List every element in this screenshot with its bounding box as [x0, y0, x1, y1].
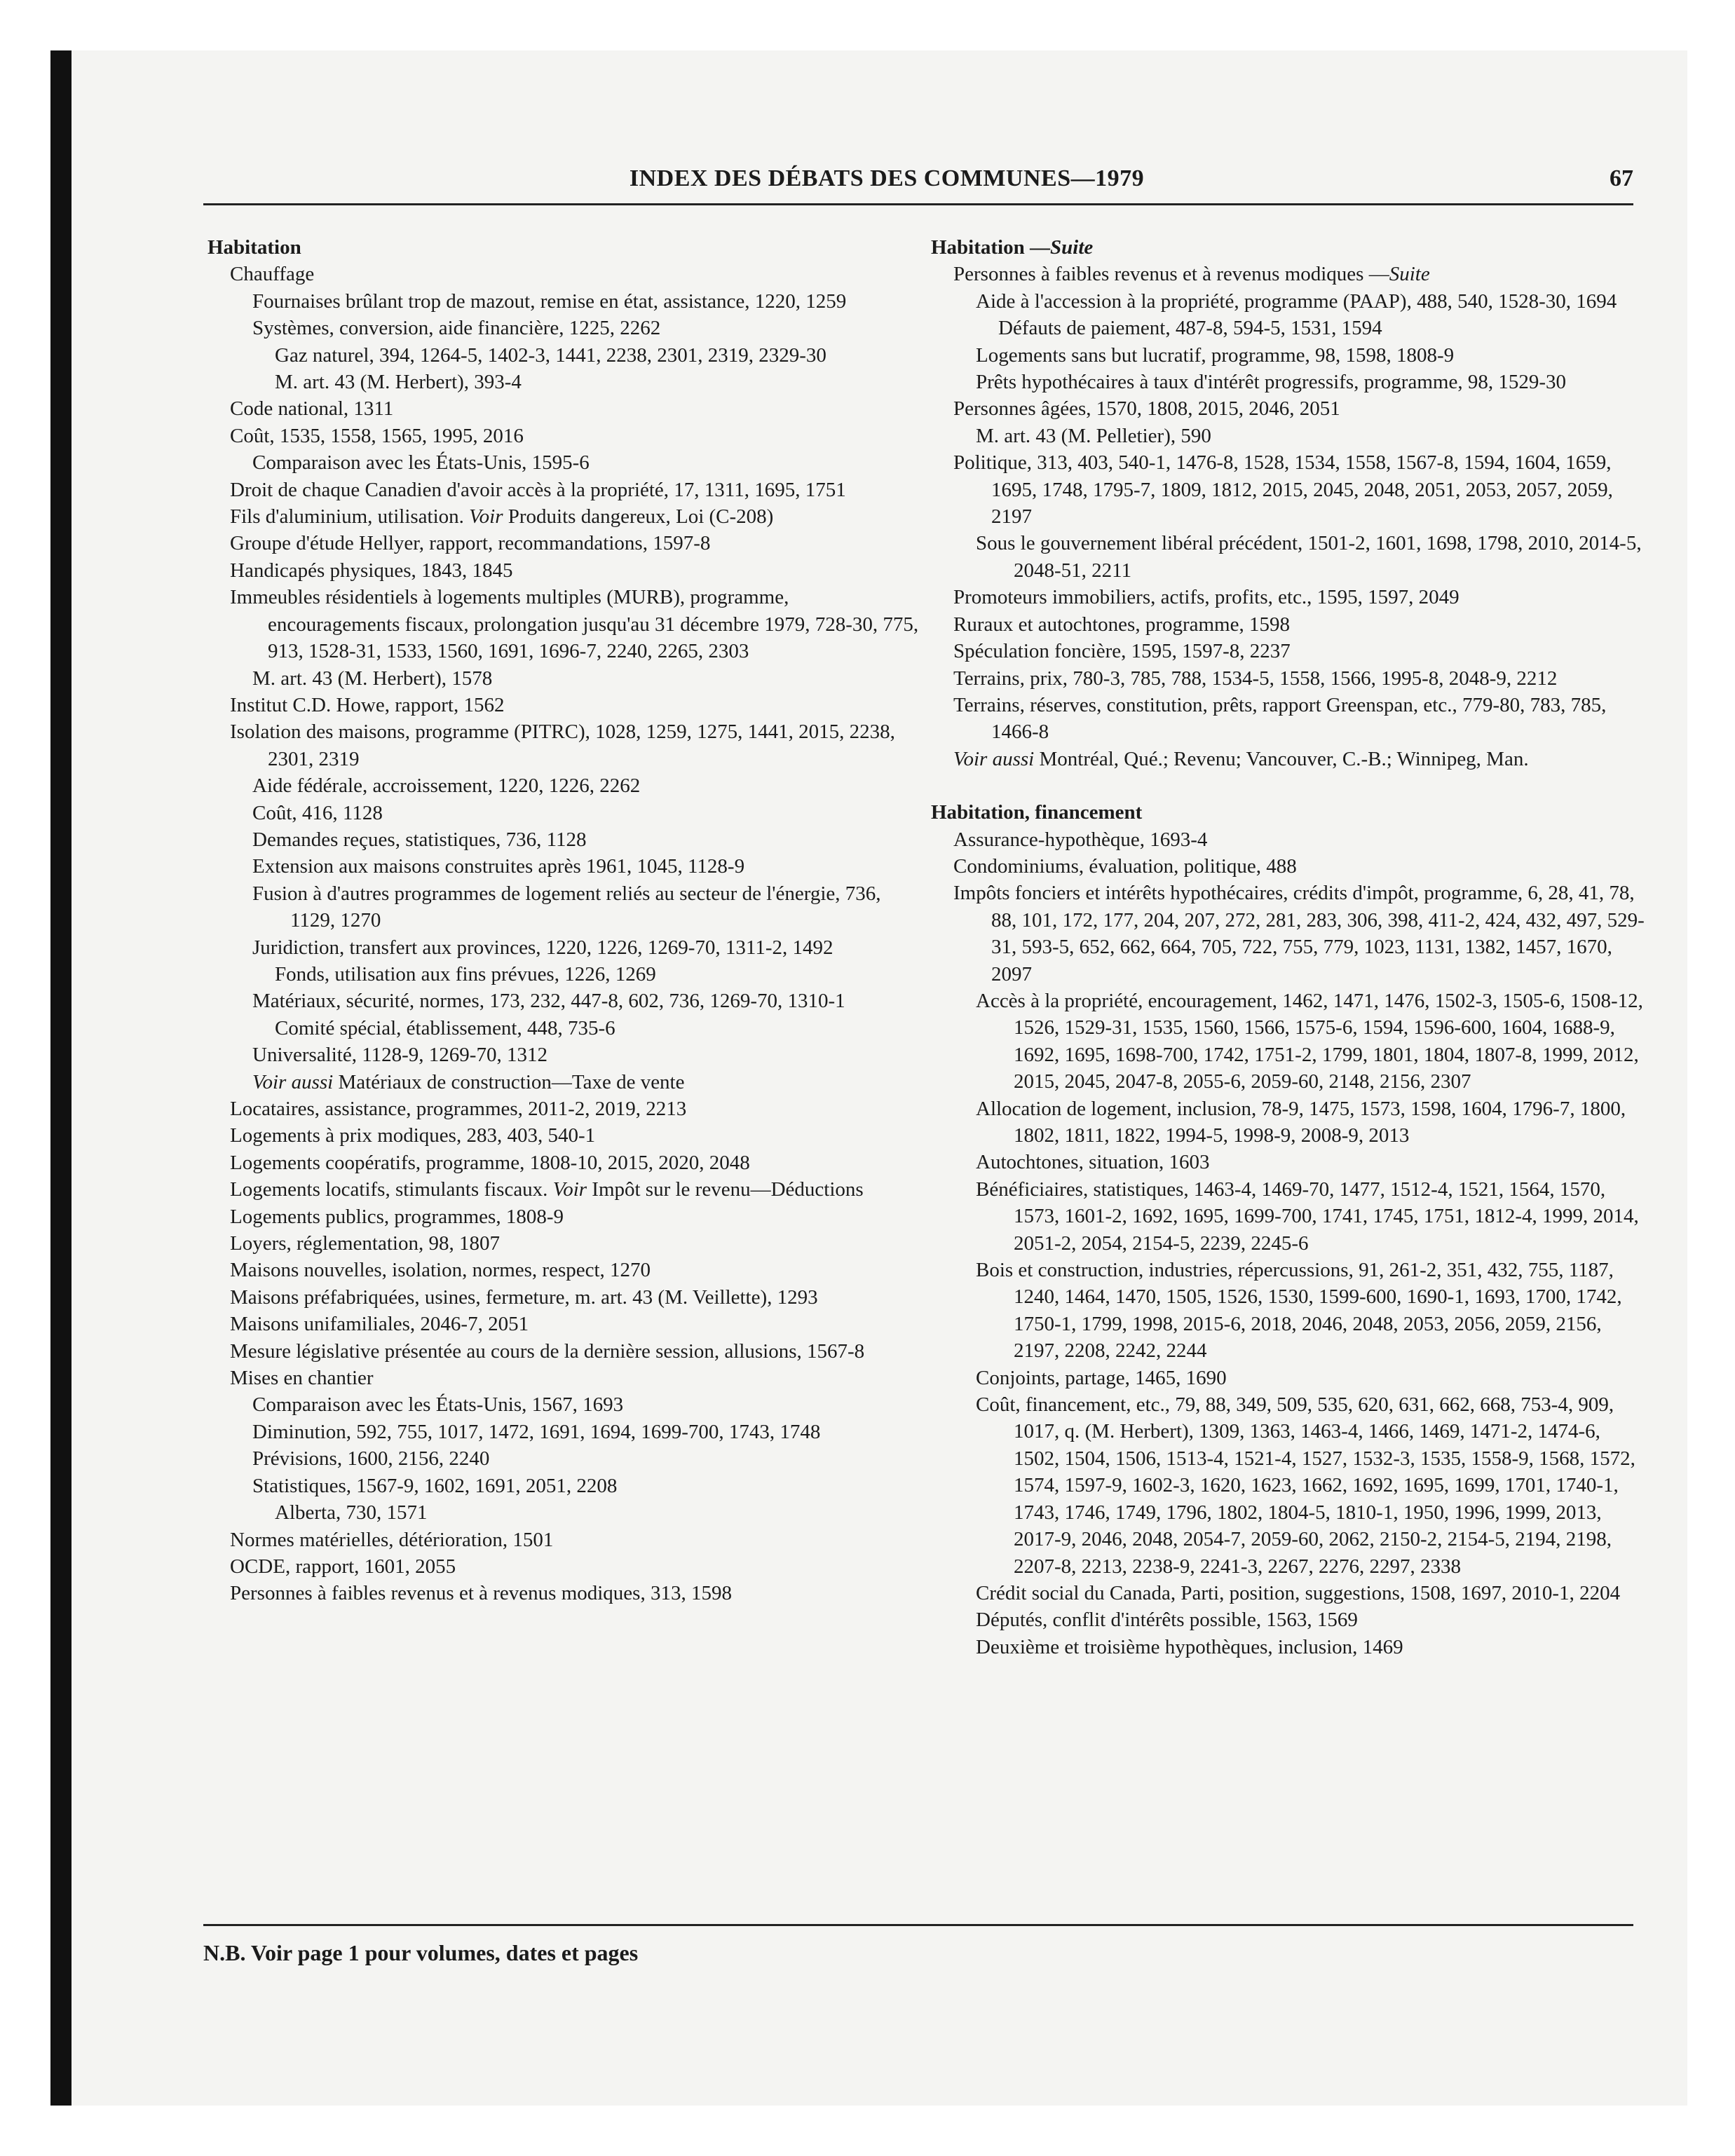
entry-text: Bois et construction, industries, répercussions, 91, 261-2, 351, 432, 755, 1187, 1240, 1464, 1470, 1505, 1526, 1530, 1599-600, 1690-1, 1693, 1700, 1742, 1750-1, 1799, 1998, 2015-6, 2018, 2046, 2048, 2053, 2056, 2059, 2156, 2197, 2208, 2242, 2244	[976, 1259, 1622, 1363]
binding-edge	[50, 50, 72, 2106]
index-entry	[931, 1365, 1646, 1391]
index-entry	[931, 988, 1646, 1096]
entry-text: M. art. 43 (M. Herbert), 1578	[252, 667, 493, 690]
index-entry	[207, 1553, 923, 1580]
index-entry	[207, 988, 923, 1014]
page-header-title: INDEX DES DÉBATS DES COMMUNES—1979	[629, 165, 1145, 191]
index-entry	[931, 638, 1646, 664]
entry-text: Conjoints, partage, 1465, 1690	[976, 1366, 1227, 1389]
index-entry	[207, 1203, 923, 1230]
entry-text: Terrains, prix, 780-3, 785, 788, 1534-5, 1558, 1566, 1995-8, 2048-9, 2212	[953, 667, 1558, 690]
index-entry	[207, 288, 923, 315]
index-entry	[207, 315, 923, 341]
index-entry	[207, 503, 923, 530]
entry-text: Spéculation foncière, 1595, 1597-8, 2237	[953, 640, 1291, 663]
index-entry	[207, 1284, 923, 1311]
entry-crossref-keyword: Suite	[1389, 263, 1430, 286]
index-entry	[207, 1069, 923, 1096]
entry-text: Extension aux maisons construites après 1961, 1045, 1128-9	[252, 855, 745, 878]
entry-crossref-keyword: Voir	[469, 505, 503, 528]
index-entry	[207, 826, 923, 853]
index-entry	[207, 1365, 923, 1391]
entry-text: Personnes âgées, 1570, 1808, 2015, 2046, 2051	[953, 397, 1340, 421]
index-column-right	[931, 234, 1646, 1660]
entry-crossref-keyword: Suite	[1050, 236, 1094, 259]
index-entry	[207, 1499, 923, 1526]
index-entry	[931, 449, 1646, 530]
index-entry	[207, 261, 923, 287]
index-entry	[207, 1176, 923, 1203]
index-entry	[207, 1096, 923, 1122]
entry-text: Allocation de logement, inclusion, 78-9, 1475, 1573, 1598, 1604, 1796-7, 1800, 1802, 1811, 1822, 1994-5, 1998-9, 2008-9, 2013	[976, 1097, 1626, 1147]
entry-crossref-keyword: Voir aussi	[953, 747, 1035, 770]
index-entry	[207, 961, 923, 988]
index-entry	[931, 665, 1646, 692]
entry-text: Assurance-hypothèque, 1693-4	[953, 828, 1208, 851]
entry-text: Fonds, utilisation aux fins prévues, 1226, 1269	[275, 962, 656, 985]
entry-text: Groupe d'étude Hellyer, rapport, recommandations, 1597-8	[230, 532, 711, 555]
index-entry	[931, 1176, 1646, 1257]
entry-crossref-keyword: Voir	[552, 1178, 587, 1201]
entry-text: Comparaison avec les États-Unis, 1567, 1693	[252, 1393, 624, 1417]
index-heading	[207, 234, 923, 261]
index-entry	[931, 369, 1646, 395]
index-entry	[207, 880, 923, 934]
index-entry	[207, 584, 923, 664]
index-entry	[931, 692, 1646, 746]
entry-text: Loyers, réglementation, 98, 1807	[230, 1232, 500, 1255]
entry-text: Impôts fonciers et intérêts hypothécaires, crédits d'impôt, programme, 6, 28, 41, 78, 88, 101, 172, 177, 204, 207, 272, 281, 283, 306, 398, 411-2, 424, 432, 497, 529-31, 593-5, 652, 662, 664, 705, 722, 755, 779, 1023, 1131, 1382, 1457, 1670, 2097	[953, 882, 1645, 985]
entry-text: Sous le gouvernement libéral précédent, 1501-2, 1601, 1698, 1798, 2010, 2014-5, 2048-51, 2211	[976, 532, 1642, 582]
entry-text: Juridiction, transfert aux provinces, 1220, 1226, 1269-70, 1311-2, 1492	[252, 936, 834, 959]
index-entry	[931, 1391, 1646, 1580]
entry-text: Diminution, 592, 755, 1017, 1472, 1691, 1694, 1699-700, 1743, 1748	[252, 1420, 821, 1443]
entry-text: Crédit social du Canada, Parti, position, suggestions, 1508, 1697, 2010-1, 2204	[976, 1581, 1621, 1604]
index-entry	[207, 1338, 923, 1365]
index-entry	[207, 449, 923, 476]
entry-text: Ruraux et autochtones, programme, 1598	[953, 613, 1290, 636]
index-entry	[207, 1015, 923, 1042]
entry-text: Députés, conflit d'intérêts possible, 1563, 1569	[976, 1609, 1358, 1632]
entry-text: Aide à l'accession à la propriété, programme (PAAP), 488, 540, 1528-30, 1694	[976, 289, 1617, 313]
entry-text: Institut C.D. Howe, rapport, 1562	[230, 693, 505, 716]
index-entry	[207, 342, 923, 369]
entry-text: Habitation, financement	[931, 801, 1143, 824]
entry-text: Bénéficiaires, statistiques, 1463-4, 1469-70, 1477, 1512-4, 1521, 1564, 1570, 1573, 1601-2, 1692, 1695, 1699-700, 1741, 1745, 1751, 1812-4, 1999, 2014, 2051-2, 2054, 2154-5, 2239, 2245-6	[976, 1178, 1639, 1255]
entry-text: Fusion à d'autres programmes de logement reliés au secteur de l'énergie, 736, 1129, 1270	[252, 882, 881, 932]
entry-text: Politique, 313, 403, 540-1, 1476-8, 1528, 1534, 1558, 1567-8, 1594, 1604, 1659, 1695, 1748, 1795-7, 1809, 1812, 2015, 2045, 2048, 2051, 2053, 2057, 2059, 2197	[953, 451, 1613, 528]
page-number: 67	[1610, 165, 1633, 191]
index-entry	[931, 1606, 1646, 1633]
entry-text: Prévisions, 1600, 2156, 2240	[252, 1447, 490, 1471]
entry-text: Terrains, réserves, constitution, prêts, rapport Greenspan, etc., 779-80, 783, 785, 1466-8	[953, 693, 1607, 744]
entry-text: Maisons unifamiliales, 2046-7, 2051	[230, 1313, 529, 1336]
footer-note: N.B. Voir page 1 pour volumes, dates et pages	[203, 1940, 639, 1965]
entry-text: Droit de chaque Canadien d'avoir accès à la propriété, 17, 1311, 1695, 1751	[230, 478, 846, 501]
index-entry	[207, 530, 923, 557]
index-entry	[931, 1580, 1646, 1606]
index-entry	[931, 288, 1646, 315]
index-entry	[931, 584, 1646, 610]
entry-text: Maisons nouvelles, isolation, normes, respect, 1270	[230, 1259, 651, 1282]
index-entry	[931, 315, 1646, 341]
index-entry	[931, 611, 1646, 638]
entry-text: Coût, 416, 1128	[252, 801, 383, 824]
entry-text: Comité spécial, établissement, 448, 735-6	[275, 1016, 615, 1039]
entry-text: Code national, 1311	[230, 397, 394, 421]
index-entry	[207, 557, 923, 584]
index-entry	[207, 1311, 923, 1337]
index-entry	[931, 423, 1646, 449]
entry-text: Logements publics, programmes, 1808-9	[230, 1205, 564, 1228]
header-rule	[203, 203, 1633, 205]
index-entry	[207, 800, 923, 826]
index-entry	[207, 1122, 923, 1149]
index-entry	[207, 1527, 923, 1553]
index-entry	[207, 1257, 923, 1283]
index-entry	[931, 1149, 1646, 1175]
index-entry	[207, 395, 923, 422]
entry-text-after: Matériaux de construction—Taxe de vente	[333, 1070, 685, 1093]
index-entry	[931, 826, 1646, 853]
entry-text: Fournaises brûlant trop de mazout, remise en état, assistance, 1220, 1259	[252, 289, 847, 313]
entry-text: Aide fédérale, accroissement, 1220, 1226, 2262	[252, 775, 641, 798]
index-entry	[207, 718, 923, 772]
entry-text: Locataires, assistance, programmes, 2011-2, 2019, 2213	[230, 1098, 687, 1120]
entry-text: Prêts hypothécaires à taux d'intérêt progressifs, programme, 98, 1529-30	[976, 371, 1566, 394]
index-entry	[207, 423, 923, 449]
index-column-left	[207, 234, 923, 1607]
entry-text: Logements coopératifs, programme, 1808-10, 2015, 2020, 2048	[230, 1151, 750, 1174]
entry-text: Immeubles résidentiels à logements multiples (MURB), programme, encouragements fiscaux, prolongation jusqu'au 31 décembre 1979, 728-30, 775, 913, 1528-31, 1533, 1560, 1691, 1696-7, 2240, 2265, 2303	[230, 586, 919, 663]
entry-text: Logements locatifs, stimulants fiscaux.	[230, 1178, 553, 1201]
entry-text: Habitation —	[931, 236, 1050, 259]
index-entry	[207, 665, 923, 692]
entry-text: Promoteurs immobiliers, actifs, profits, etc., 1595, 1597, 2049	[953, 586, 1460, 609]
index-heading	[931, 234, 1646, 261]
index-entry	[931, 746, 1646, 772]
entry-text: Normes matérielles, détérioration, 1501	[230, 1528, 554, 1551]
entry-text: Coût, financement, etc., 79, 88, 349, 509, 535, 620, 631, 662, 668, 753-4, 909, 1017, q. (M. Herbert), 1309, 1363, 1463-4, 1466, 1469, 1471-2, 1474-6, 1502, 1504, 1506, 1513-4, 1521-4, 1527, 1532-3, 1535, 1558-9, 1568, 1572, 1574, 1597-9, 1602-3, 1620, 1623, 1662, 1692, 1695, 1699, 1701, 1740-1, 1743, 1746, 1749, 1796, 1802, 1804-5, 1810-1, 1950, 1996, 1999, 2013, 2017-9, 2046, 2048, 2054-7, 2059-60, 2062, 2150-2, 2154-5, 2194, 2198, 2207-8, 2213, 2238-9, 2241-3, 2267, 2276, 2297, 2338	[976, 1393, 1635, 1578]
entry-text: Habitation	[207, 236, 301, 259]
entry-text: Personnes à faibles revenus et à revenus modiques —	[953, 263, 1389, 286]
footer-rule	[203, 1924, 1633, 1926]
index-entry	[207, 1230, 923, 1257]
entry-text-after: Impôt sur le revenu—Déductions	[587, 1178, 864, 1201]
entry-text: Défauts de paiement, 487-8, 594-5, 1531, 1594	[998, 317, 1382, 340]
index-entry	[207, 772, 923, 799]
entry-text: Fils d'aluminium, utilisation.	[230, 505, 470, 528]
index-entry	[207, 1042, 923, 1068]
entry-text: Isolation des maisons, programme (PITRC), 1028, 1259, 1275, 1441, 2015, 2238, 2301, 2319	[230, 721, 895, 770]
entry-text: Logements sans but lucratif, programme, 98, 1598, 1808-9	[976, 343, 1455, 367]
entry-text: Autochtones, situation, 1603	[976, 1151, 1210, 1174]
entry-text: Mesure législative présentée au cours de la dernière session, allusions, 1567-8	[230, 1339, 865, 1363]
index-entry	[207, 369, 923, 395]
entry-text: Matériaux, sécurité, normes, 173, 232, 447-8, 602, 736, 1269-70, 1310-1	[252, 990, 845, 1013]
index-entry	[207, 1419, 923, 1445]
index-entry	[931, 1096, 1646, 1149]
entry-text: Maisons préfabriquées, usines, fermeture, m. art. 43 (M. Veillette), 1293	[230, 1285, 818, 1309]
index-entry	[207, 477, 923, 503]
entry-text: OCDE, rapport, 1601, 2055	[230, 1555, 456, 1578]
entry-text: Handicapés physiques, 1843, 1845	[230, 559, 513, 582]
index-entry	[207, 1473, 923, 1499]
index-entry	[207, 1445, 923, 1472]
index-entry	[207, 853, 923, 880]
index-entry	[931, 395, 1646, 422]
entry-text: Comparaison avec les États-Unis, 1595-6	[252, 451, 590, 475]
index-entry	[207, 1391, 923, 1418]
entry-text: Condominiums, évaluation, politique, 488	[953, 854, 1297, 878]
entry-text-after: Produits dangereux, Loi (C-208)	[503, 505, 774, 528]
entry-text: Logements à prix modiques, 283, 403, 540-1	[230, 1124, 596, 1147]
entry-text-after: Montréal, Qué.; Revenu; Vancouver, C.-B.; Winnipeg, Man.	[1034, 747, 1529, 770]
entry-text: M. art. 43 (M. Herbert), 393-4	[275, 371, 522, 394]
entry-text: Deuxième et troisième hypothèques, inclusion, 1469	[976, 1635, 1403, 1658]
index-entry	[931, 880, 1646, 988]
entry-text: Personnes à faibles revenus et à revenus modiques, 313, 1598	[230, 1582, 732, 1605]
entry-text: Mises en chantier	[230, 1367, 374, 1390]
entry-text: Universalité, 1128-9, 1269-70, 1312	[252, 1044, 547, 1067]
index-entry	[931, 530, 1646, 584]
entry-text: M. art. 43 (M. Pelletier), 590	[976, 424, 1211, 447]
index-entry	[931, 1257, 1646, 1365]
index-entry	[931, 853, 1646, 880]
entry-text: Accès à la propriété, encouragement, 1462, 1471, 1476, 1502-3, 1505-6, 1508-12, 1526, 1529-31, 1535, 1560, 1566, 1575-6, 1594, 1596-600, 1604, 1688-9, 1692, 1695, 1698-700, 1742, 1751-2, 1799, 1801, 1804, 1807-8, 1999, 2012, 2015, 2045, 2047-8, 2055-6, 2059-60, 2148, 2156, 2307	[976, 989, 1643, 1093]
entry-text: Chauffage	[230, 263, 315, 286]
entry-crossref-keyword: Voir aussi	[252, 1070, 334, 1093]
entry-text: Systèmes, conversion, aide financière, 1225, 2262	[252, 317, 661, 340]
entry-text: Statistiques, 1567-9, 1602, 1691, 2051, 2208	[252, 1474, 618, 1497]
index-heading	[931, 799, 1646, 826]
entry-text: Alberta, 730, 1571	[275, 1501, 428, 1524]
index-entry	[931, 261, 1646, 287]
index-entry	[207, 1149, 923, 1176]
index-entry	[207, 692, 923, 718]
index-entry	[207, 1580, 923, 1606]
entry-text: Coût, 1535, 1558, 1565, 1995, 2016	[230, 424, 524, 447]
index-entry	[931, 1634, 1646, 1660]
index-entry	[931, 342, 1646, 369]
entry-text: Demandes reçues, statistiques, 736, 1128	[252, 828, 587, 851]
index-entry	[207, 934, 923, 961]
entry-text: Gaz naturel, 394, 1264-5, 1402-3, 1441, 2238, 2301, 2319, 2329-30	[275, 343, 826, 367]
